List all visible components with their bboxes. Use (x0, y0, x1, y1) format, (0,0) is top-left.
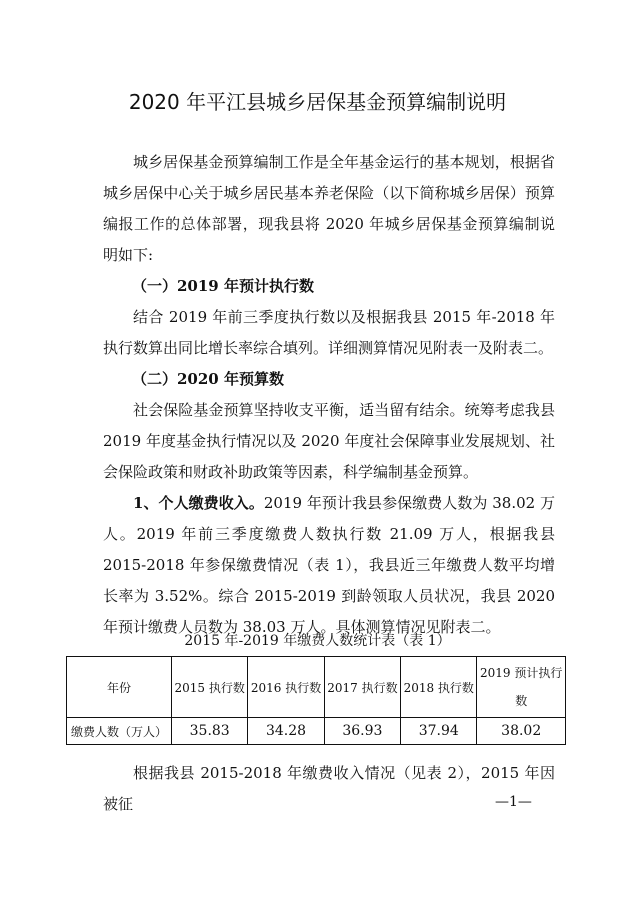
row-label: 缴费人数（万人） (67, 718, 172, 745)
value-2018: 37.94 (401, 718, 477, 745)
value-2015: 35.83 (172, 718, 248, 745)
value-2019: 38.02 (477, 718, 566, 745)
header-2019 (477, 657, 566, 718)
section-2-paragraph: 社会保险基金预算坚持收支平衡，适当留有结余。统筹考虑我县 2019 年度基金执行情况以及 2020 年度社会保障事业发展规划、社会保险政策和财政补助政策等因素，科学编制基金预算。 (103, 401, 555, 481)
value-2016: 34.28 (248, 718, 324, 745)
contribution-paragraph (103, 488, 555, 643)
section-1-paragraph: 结合 2019 年前三季度执行数以及根据我县 2015 年-2018 年执行数算出同比增长率综合填列。详细测算情况见附表一及附表二。 (103, 308, 555, 357)
section-heading-1: （一）2019 年预计执行数 (132, 277, 314, 295)
intro-paragraph: 城乡居保基金预算编制工作是全年基金运行的基本规划，根据省城乡居保中心关于城乡居民基本养老保险（以下简称城乡居保）预算编报工作的总体部署，现我县将 2020 年城乡居保基金预算编制说明如下: (103, 153, 555, 264)
header-2019-line2: 数 (515, 694, 528, 708)
header-2015: 2015 执行数 (172, 657, 248, 718)
header-2016: 2016 执行数 (248, 657, 324, 718)
value-2017: 36.93 (324, 718, 400, 745)
section-heading-2: （二）2020 年预算数 (132, 370, 284, 388)
header-year: 年份 (67, 657, 172, 718)
page-number: —1— (495, 794, 532, 810)
document-title: 2020 年平江县城乡居保基金预算编制说明 (128, 90, 507, 114)
header-2019-line1: 2019 预计执行 (480, 666, 563, 680)
contribution-table (66, 656, 566, 745)
table-caption: 2015 年-2019 年缴费人数统计表（表 1） (184, 633, 451, 649)
contribution-lead: 1、个人缴费收入。 (133, 494, 264, 512)
header-2018: 2018 执行数 (401, 657, 477, 718)
table-header-row (67, 657, 566, 718)
header-2017: 2017 执行数 (324, 657, 400, 718)
contribution-text: 2019 年预计我县参保缴费人数为 38.02 万人。2019 年前三季度缴费人数执行数 21.09 万人，根据我县 2015-2018 年参保缴费情况（表 1），我县近三年缴费人数平均增长率为 3.52%。综合 2015-2019 到龄领取人员状况，我县 2020 年预计缴费人员数为 38.03 万人。具体测算情况见附表二。 (103, 494, 555, 636)
revenue-paragraph: 根据我县 2015-2018 年缴费收入情况（见表 2），2015 年因被征 (103, 764, 555, 813)
table-row (67, 718, 566, 745)
